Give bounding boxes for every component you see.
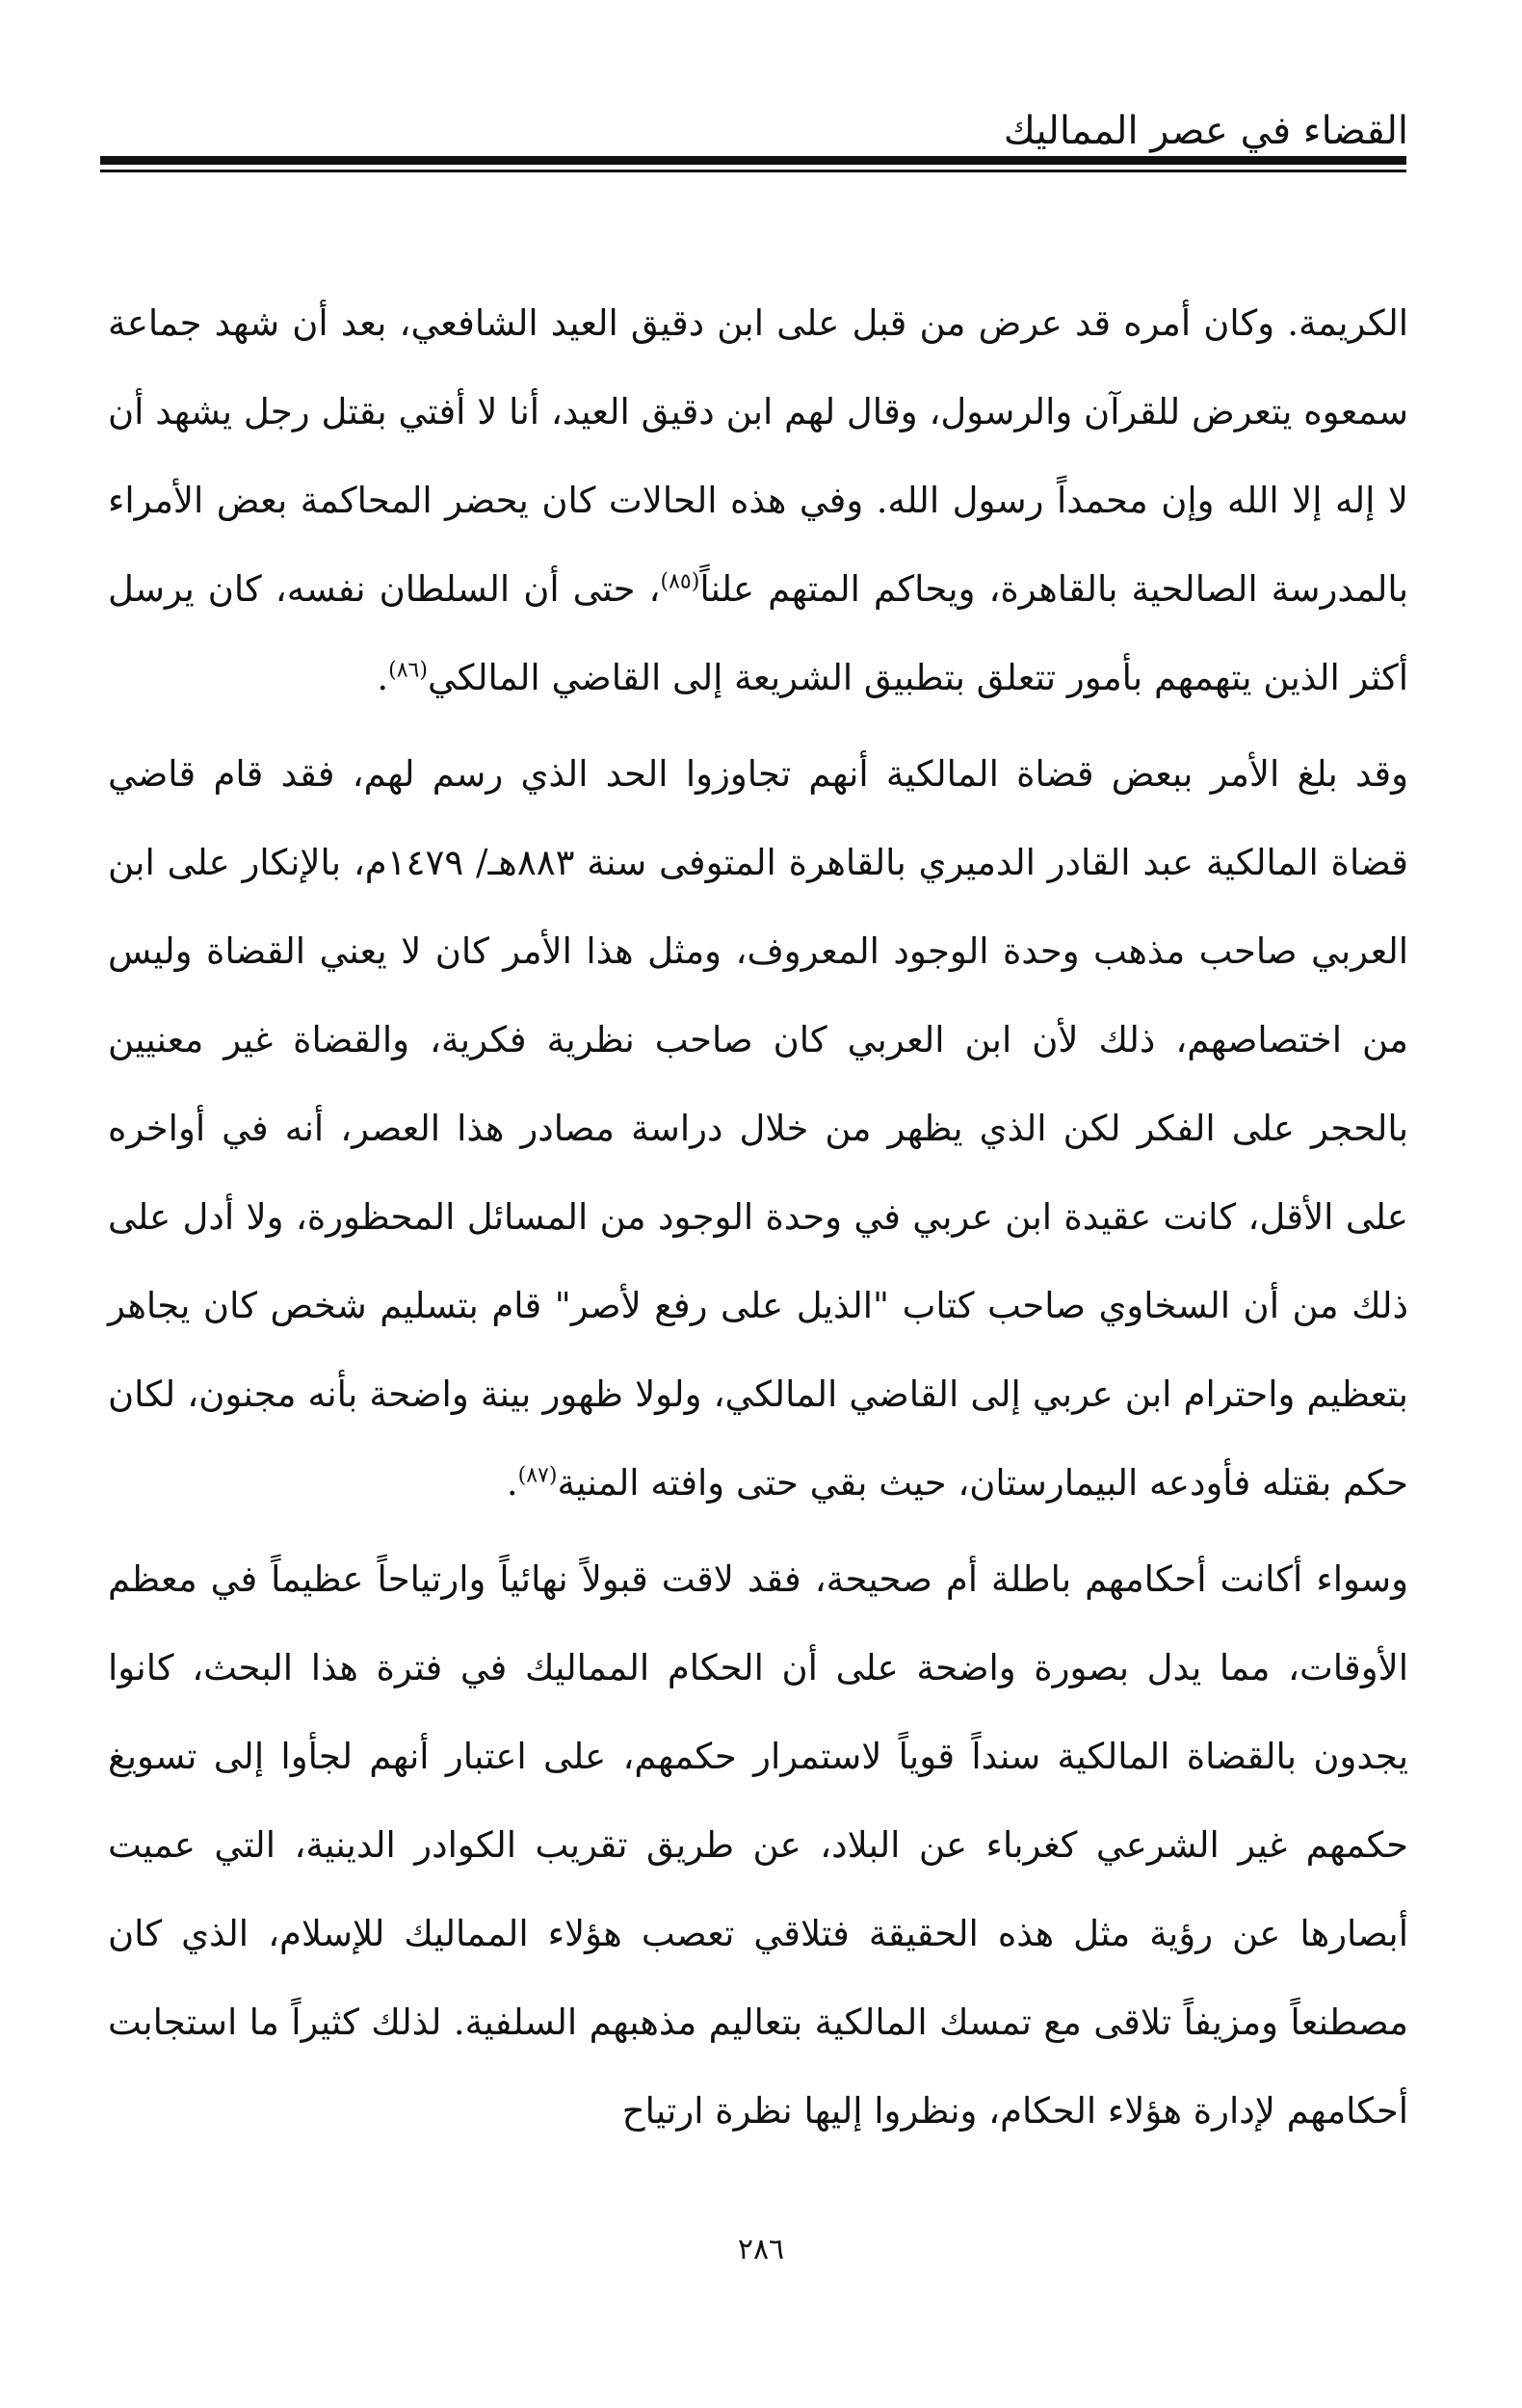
paragraph-1-text: الكريمة. وكان أمره قد عرض من قبل على ابن دقيق العيد الشافعي، بعد أن شهد جماعة سمعوه يتعرض للقرآن والرسول، وقال لهم ابن دقيق العيد، أنا لا أفتي بقتل رجل يشهد أن لا إله إلا الله وإن محمداً رسول الله. وفي هذه الحالات كان يحضر المحاكمة بعض الأمراء بالمدرسة الصالحية بالقاهرة، ويحاكم المتهم علناً bbox=[108, 302, 1408, 610]
footnote-ref-87: (٨٧) bbox=[517, 1463, 558, 1488]
body-text bbox=[108, 279, 1408, 2163]
paragraph-1 bbox=[108, 279, 1408, 722]
header-rule-thick bbox=[100, 156, 1406, 165]
paragraph-2 bbox=[108, 730, 1408, 1528]
paragraph-1-end: . bbox=[377, 657, 389, 698]
paragraph-2-end: . bbox=[506, 1462, 518, 1504]
running-header-title: القضاء في عصر المماليك bbox=[1003, 109, 1408, 153]
page-number: ٢٨٦ bbox=[737, 2233, 785, 2266]
paragraph-2-text: وقد بلغ الأمر ببعض قضاة المالكية أنهم تجاوزوا الحد الذي رسم لهم، فقد قام قاضي قضاة المالكية عبد القادر الدميري بالقاهرة المتوفى سنة ٨٨٣هـ/ ١٤٧٩م، بالإنكار على ابن العربي صاحب مذهب وحدة الوجود المعروف، ومثل هذا الأمر كان لا يعني القضاة وليس من اختصاصهم، ذلك لأن ابن العربي كان صاحب نظرية فكرية، والقضاة غير معنيين بالحجر على الفكر لكن الذي يظهر من خلال دراسة مصادر هذا العصر، أنه في أواخره على الأقل، كانت عقيدة ابن عربي في وحدة الوجود من المسائل المحظورة، ولا أدل على ذلك من أن السخاوي صاحب كتاب "الذيل على رفع لأصر" قام بتسليم شخص كان يجاهر بتعظيم واحترام ابن عربي إلى القاضي المالكي، ولولا ظهور بينة واضحة بأنه مجنون، لكان حكم بقتله فأودعه البيمارستان، حيث بقي حتى وافته المنية bbox=[108, 753, 1408, 1504]
paragraph-3-text: وسواء أكانت أحكامهم باطلة أم صحيحة، فقد لاقت قبولاً نهائياً وارتياحاً عظيماً في معظم الأوقات، مما يدل بصورة واضحة على أن الحكام المماليك في فترة هذا البحث، كانوا يجدون بالقضاة المالكية سنداً قوياً لاستمرار حكمهم، على اعتبار أنهم لجأوا إلى تسويغ حكمهم غير الشرعي كغرباء عن البلاد، عن طريق تقريب الكوادر الدينية، التي عميت أبصارها عن رؤية مثل هذه الحقيقة فتلاقي تعصب هؤلاء المماليك للإسلام، الذي كان مصطنعاً ومزيفاً تلاقى مع تمسك المالكية بتعاليم مذهبهم السلفية. لذلك كثيراً ما استجابت أحكامهم لإدارة هؤلاء الحكام، ونظروا إليها نظرة ارتياح bbox=[108, 1558, 1408, 2132]
footnote-ref-86: (٨٦) bbox=[388, 658, 428, 683]
paragraph-3 bbox=[108, 1535, 1408, 2156]
header-rule-thin bbox=[100, 170, 1406, 172]
footnote-ref-85: (٨٥) bbox=[660, 569, 700, 594]
paragraph-1-text-cont: ، حتى أن السلطان نفسه، كان يرسل أكثر الذين يتهمهم بأمور تتعلق بتطبيق الشريعة إلى القاضي المالكي bbox=[108, 568, 1408, 698]
